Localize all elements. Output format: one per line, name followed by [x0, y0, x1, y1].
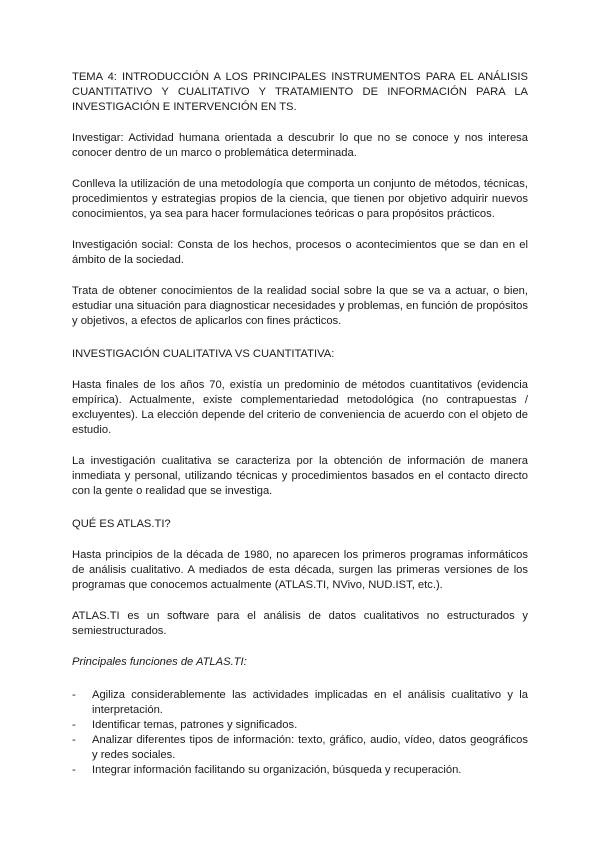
list-item-text: Agiliza considerablemente las actividades implicadas en el análisis cualitativo y la interpretación. — [92, 689, 528, 716]
list-item — [72, 733, 528, 763]
paragraph-investigacion-cualitativa: La investigación cualitativa se caracteriza por la obtención de información de manera inmediata y personal, utilizando técnicas y procedimientos basados en el contacto directo con la gente o realidad que se investiga. — [72, 455, 528, 497]
paragraph-investigacion-social: Investigación social: Consta de los hechos, procesos o acontecimientos que se dan en el ámbito de la sociedad. — [72, 239, 528, 266]
paragraph-programas-informaticos: Hasta principios de la década de 1980, no aparecen los primeros programas informáticos de análisis cualitativo. A mediados de esta década, surgen las primeras versiones de los programas que conocemos actualmente (ATLAS.TI, NVivo, NUD.IST, etc.). — [72, 549, 528, 591]
functions-list — [72, 688, 528, 778]
bullet-dash: - — [72, 764, 76, 776]
paragraph-metodologia: Conlleva la utilización de una metodología que comporta un conjunto de métodos, técnicas, procedimientos y estrategias propios de la ciencia, que tienen por objetivo adquirir nuevos conocimientos, ya sea para hacer formulaciones teóricas o para propósitos prácticos. — [72, 178, 528, 220]
list-item-text: Analizar diferentes tipos de información: texto, gráfico, audio, vídeo, datos geográficos y redes sociales. — [92, 734, 528, 761]
paragraph-atlas-software: ATLAS.TI es un software para el análisis de datos cualitativos no estructurados y semiestructurados. — [72, 610, 528, 637]
paragraph-metodos-cuantitativos: Hasta finales de los años 70, existía un predominio de métodos cuantitativos (evidencia empírica). Actualmente, existe complementariedad metodológica (no contrapuestas / excluyentes). La elección depende del criterio de conveniencia de acuerdo con el objeto de estudio. — [72, 379, 528, 436]
list-item-text: Identificar temas, patrones y significados. — [92, 719, 298, 731]
section-heading-atlas-ti: QUÉ ES ATLAS.TI? — [72, 518, 171, 530]
list-item-text: Integrar información facilitando su organización, búsqueda y recuperación. — [92, 764, 462, 776]
bullet-dash: - — [72, 734, 76, 746]
paragraph-investigar: Investigar: Actividad humana orientada a descubrir lo que no se conoce y nos interesa conocer dentro de un marco o problemática determinada. — [72, 132, 528, 159]
paragraph-conocimientos: Trata de obtener conocimientos de la realidad social sobre la que se va a actuar, o bien, estudiar una situación para diagnosticar necesidades y problemas, en función de propósitos y objetivos, a efectos de aplicarlos con fines prácticos. — [72, 285, 528, 327]
list-item — [72, 763, 528, 778]
document-title: TEMA 4: INTRODUCCIÓN A LOS PRINCIPALES INSTRUMENTOS PARA EL ANÁLISIS CUANTITATIVO Y CUALITATIVO Y TRATAMIENTO DE INFORMACIÓN PARA LA INVESTIGACIÓN E INTERVENCIÓN EN TS. — [72, 71, 528, 113]
bullet-dash: - — [72, 719, 76, 731]
list-item — [72, 718, 528, 733]
functions-heading: Principales funciones de ATLAS.TI: — [72, 656, 247, 668]
list-item — [72, 688, 528, 718]
section-heading-cualitativa-cuantitativa: INVESTIGACIÓN CUALITATIVA VS CUANTITATIVA: — [72, 348, 335, 360]
bullet-dash: - — [72, 689, 76, 701]
